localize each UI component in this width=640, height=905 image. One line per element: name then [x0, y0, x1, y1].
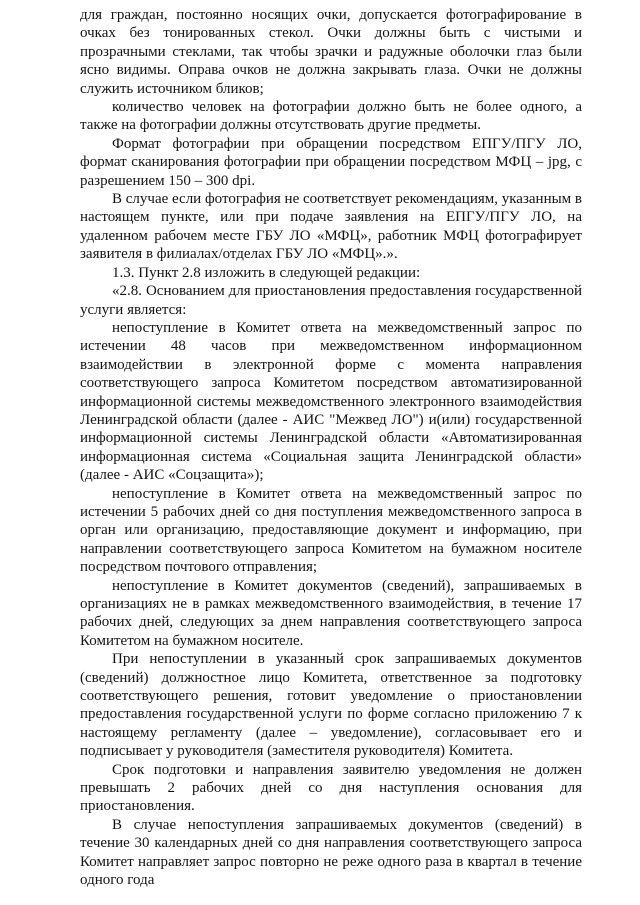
- paragraph-item-2-8-heading: «2.8. Основанием для приостановления предоставления государственной услуги является:: [80, 283, 582, 318]
- paragraph-notice-deadline: Срок подготовки и направления заявителю уведомления не должен превышать 2 рабочих дней со дня наступления основания для приостановления.: [80, 761, 582, 815]
- paragraph-item-1-3: 1.3. Пункт 2.8 изложить в следующей редакции:: [112, 264, 421, 281]
- paragraph-persons-count: количество человек на фотографии должно быть не более одного, а также на фотографии должны отсутствовать другие предметы.: [80, 99, 582, 134]
- paragraph-photo-format: Формат фотографии при обращении посредством ЕПГУ/ПГУ ЛО, формат сканирования фотографии при обращении посредством МФЦ – jpg, с разрешением 150 – 300 dpi.: [80, 135, 582, 189]
- paragraph-ground-5-days: непоступление в Комитет ответа на межведомственный запрос по истечении 5 рабочих дней со дня поступления межведомственного запроса в орган или организацию, предоставляющие документ и информацию, при направлении соответствующего запроса Комитетом на бумажном носителе посредством почтового отправления;: [80, 485, 582, 576]
- document-body: [80, 6, 582, 890]
- paragraph-ground-17-days: непоступление в Комитет документов (сведений), запрашиваемых в организациях не в рамках межведомственного взаимодействия, в течение 17 рабочих дней, следующих за днем направления соответствующего запроса Комитетом на бумажном носителе.: [80, 577, 582, 649]
- paragraph-suspension-notice: При непоступлении в указанный срок запрашиваемых документов (сведений) должностное лицо Комитета, ответственное за подготовку соответствующего решения, готовит уведомление о приостановлении предоставления государственной услуги по форме согласно приложению 7 к настоящему регламенту (далее – уведомление), согласовывает его и подписывает у руководителя (заместителя руководителя) Комитета.: [80, 651, 582, 760]
- paragraph-repeat-request: В случае непоступления запрашиваемых документов (сведений) в течение 30 календарных дней со дня направления соответствующего запроса Комитет направляет запрос повторно не реже одного раза в квартал в течение одного года: [80, 816, 582, 889]
- paragraph-photo-mismatch: В случае если фотография не соответствует рекомендациям, указанным в настоящем пункте, или при подаче заявления на ЕПГУ/ПГУ ЛО, на удаленном рабочем месте ГБУ ЛО «МФЦ», работник МФЦ фотографирует заявителя в филиалах/отделах ГБУ ЛО «МФЦ».».: [80, 191, 583, 263]
- paragraph-ground-48-hours: непоступление в Комитет ответа на межведомственный запрос по истечении 48 часов при межведомственном информационном взаимодействии в электронной форме с момента направления соответствующего запроса Комитетом посредством автоматизированной информационной системы межведомственного электронного взаимодействия Ленинградской области (далее - АИС "Межвед ЛО") и(или) государственной информационной системы Ленинградской области «Автоматизированная информационная система «Социальная защита Ленинградской области» (далее - АИС «Соцзащита»);: [80, 319, 582, 484]
- paragraph-glasses-rules: для граждан, постоянно носящих очки, допускается фотографирование в очках без тонированных стекол. Очки должны быть с чистыми и прозрачными стеклами, так чтобы зрачки и радужные оболочки глаз были ясно видимы. Оправа очков не должна закрывать глаза. Очки не должны служить источником бликов;: [80, 7, 582, 97]
